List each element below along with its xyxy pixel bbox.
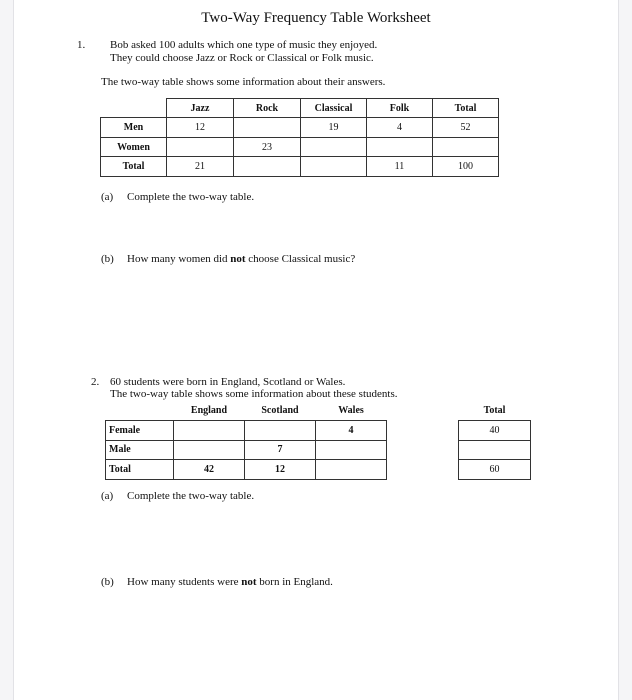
q2-cell[interactable]: 40 xyxy=(459,420,531,440)
q1-part-a xyxy=(101,191,254,203)
q2-spacer xyxy=(387,401,459,420)
table-row xyxy=(106,420,531,440)
q1-cell[interactable]: 4 xyxy=(367,118,433,138)
q1-col-header: Total xyxy=(433,99,499,118)
q1-corner xyxy=(101,99,167,118)
q1-two-way-table xyxy=(100,98,499,177)
q1-col-header: Jazz xyxy=(167,99,234,118)
q1-line1: Bob asked 100 adults which one type of music they enjoyed. xyxy=(110,39,378,51)
q2-part-b-text-post: born in England. xyxy=(256,576,333,588)
q2-two-way-table xyxy=(105,401,531,480)
q1-cell[interactable]: 100 xyxy=(433,157,499,177)
q2-cell[interactable]: 7 xyxy=(245,440,316,459)
q1-part-b-text-pre: How many women did xyxy=(127,253,231,265)
q1-part-b-emphasis: not xyxy=(230,253,246,265)
q2-spacer xyxy=(387,440,459,459)
q2-line2: The two-way table shows some information about these students. xyxy=(110,388,398,400)
q1-cell[interactable] xyxy=(234,118,301,138)
q1-cell[interactable]: 23 xyxy=(234,138,301,157)
q1-col-header: Rock xyxy=(234,99,301,118)
table-row xyxy=(106,459,531,479)
table-row xyxy=(101,138,499,157)
q1-cell[interactable]: 12 xyxy=(167,118,234,138)
q2-part-a-label: (a) xyxy=(101,490,114,502)
worksheet-title: Two-Way Frequency Table Worksheet xyxy=(201,10,431,26)
q2-cell[interactable]: 12 xyxy=(245,459,316,479)
q1-row-header: Men xyxy=(101,118,167,138)
q1-col-header: Folk xyxy=(367,99,433,118)
q1-cell[interactable] xyxy=(367,138,433,157)
q2-spacer xyxy=(387,459,459,479)
q2-col-header: Total xyxy=(483,404,506,416)
q2-part-a xyxy=(101,490,254,502)
q2-part-a-text: Complete the two-way table. xyxy=(127,490,255,502)
q1-line2: They could choose Jazz or Rock or Classical or Folk music. xyxy=(110,52,374,64)
q1-cell[interactable] xyxy=(167,138,234,157)
q2-cell[interactable] xyxy=(174,420,245,440)
q2-cell[interactable] xyxy=(316,440,387,459)
q2-corner xyxy=(106,401,174,420)
q1-intro: The two-way table shows some information about their answers. xyxy=(101,76,386,88)
q2-part-b xyxy=(101,576,333,588)
q2-number: 2. xyxy=(91,376,100,388)
q1-cell[interactable]: 21 xyxy=(167,157,234,177)
q2-cell[interactable]: 60 xyxy=(459,459,531,479)
q2-row-header: Female xyxy=(106,420,174,440)
q1-cell[interactable]: 11 xyxy=(367,157,433,177)
q1-part-b xyxy=(101,253,355,265)
q1-cell[interactable] xyxy=(301,138,367,157)
q1-number: 1. xyxy=(77,39,86,51)
q1-cell[interactable] xyxy=(234,157,301,177)
q1-row-header: Total xyxy=(101,157,167,177)
q2-row-header: Male xyxy=(106,440,174,459)
q2-cell[interactable] xyxy=(459,440,531,459)
q1-part-a-label: (a) xyxy=(101,191,114,203)
q2-cell[interactable] xyxy=(316,459,387,479)
q2-col-header: Wales xyxy=(338,404,364,416)
q1-part-b-text-post: choose Classical music? xyxy=(245,253,356,265)
worksheet-page xyxy=(14,0,618,700)
q2-part-b-label: (b) xyxy=(101,576,114,588)
q1-cell[interactable] xyxy=(433,138,499,157)
q1-cell[interactable]: 52 xyxy=(433,118,499,138)
q2-cell[interactable] xyxy=(245,420,316,440)
q1-part-a-text: Complete the two-way table. xyxy=(127,191,255,203)
table-row xyxy=(101,157,499,177)
q1-row-header: Women xyxy=(101,138,167,157)
q2-cell[interactable]: 42 xyxy=(174,459,245,479)
q2-line1: 60 students were born in England, Scotland or Wales. xyxy=(110,376,346,388)
q2-part-b-text-pre: How many students were xyxy=(127,576,242,588)
q1-part-b-label: (b) xyxy=(101,253,114,265)
q2-cell[interactable]: 4 xyxy=(316,420,387,440)
table-row xyxy=(106,440,531,459)
q1-cell[interactable]: 19 xyxy=(301,118,367,138)
q1-cell[interactable] xyxy=(301,157,367,177)
q2-col-header: Scotland xyxy=(261,404,299,416)
q2-col-header: England xyxy=(190,404,228,416)
q2-cell[interactable] xyxy=(174,440,245,459)
q2-part-b-emphasis: not xyxy=(241,576,257,588)
q2-spacer xyxy=(387,420,459,440)
q2-row-header: Total xyxy=(106,459,174,479)
q1-col-header: Classical xyxy=(301,99,367,118)
table-row xyxy=(101,118,499,138)
